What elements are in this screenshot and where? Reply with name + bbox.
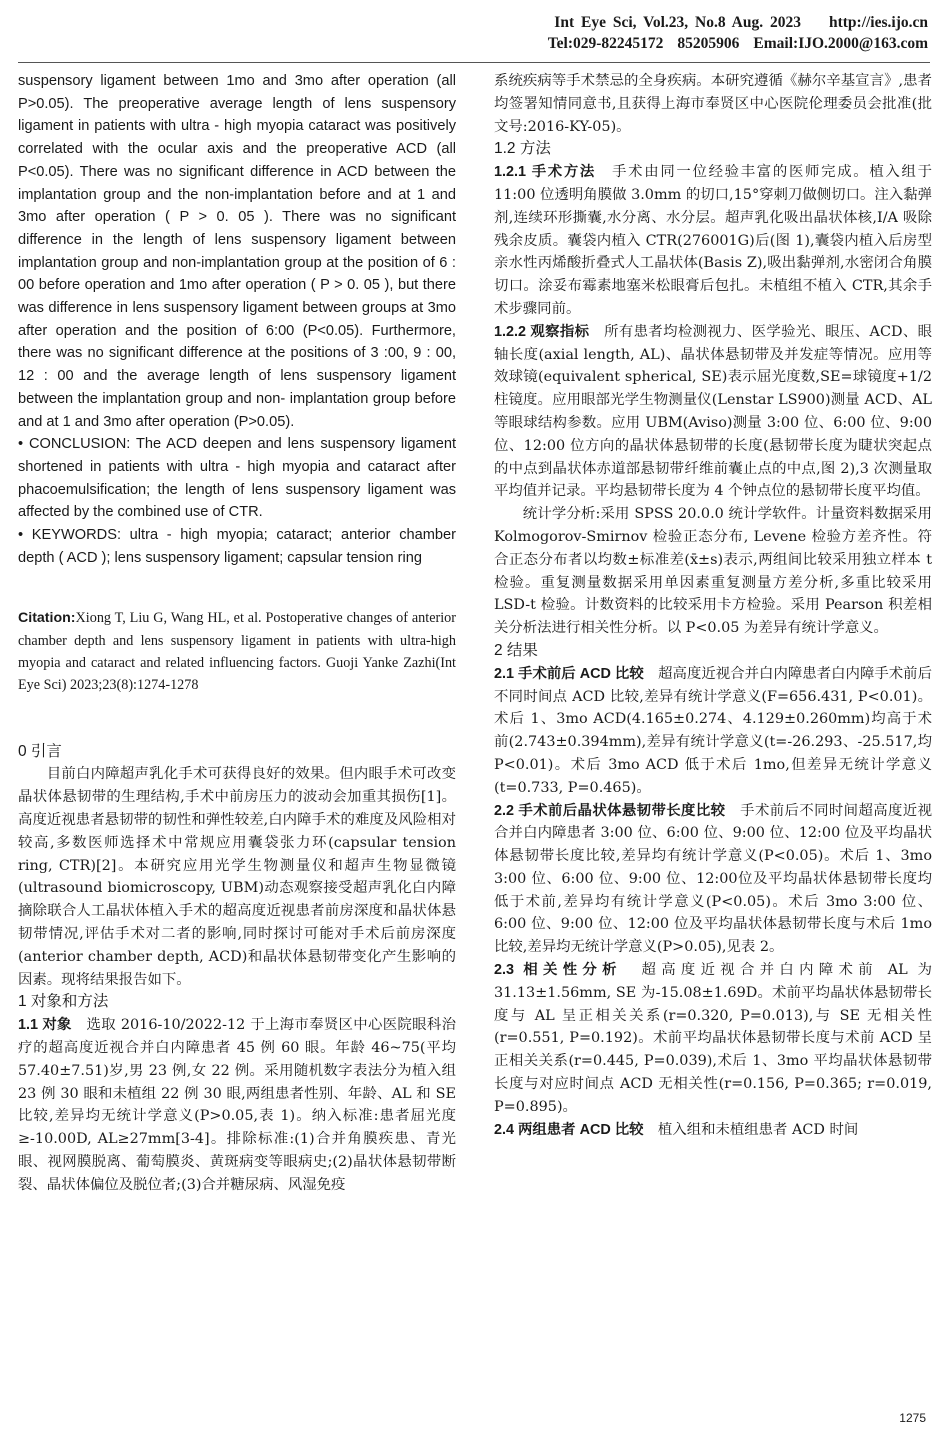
journal-url[interactable]: http://ies.ijo.cn: [828, 14, 928, 31]
journal-tel2: 85205906: [677, 35, 740, 52]
header-rule: [18, 62, 930, 63]
ligament-paragraph: [494, 800, 932, 960]
section-introduction: [18, 741, 456, 1197]
citation-label: Citation:: [18, 610, 76, 627]
journal-email[interactable]: Email:IJO.2000@163.com: [753, 35, 928, 52]
intro-paragraph: 目前白内障超声乳化手术可获得良好的效果。但内眼手术可改变晶状体悬韧带的生理结构,手术中前房压力的波动会加重其损伤[1]。高度近视患者悬韧带的韧性和弹性较差,白内障手术的难度及风险相对较高,多数医师选择术中常规应用囊袋张力环(capsular tension ring, CTR)[2]。本研究应用光学生物测量仪和超声生物显微镜(ultrasound biomicroscopy, UBM)动态观察接受超声乳化白内障摘除联合人工晶状体植入手术的超高度近视患者前房深度和晶状体悬韧带情况,评估手术对二者的影响,同时探讨可能对手术后前房深度(anterior chamber depth, ACD)和晶状体悬韧带变化产生影响的因素。现将结果报告如下。: [18, 766, 456, 988]
heading-method: 1.2 方法: [494, 140, 551, 158]
abstract-results-continued: suspensory ligament between 1mo and 3mo after operation (all P>0.05). The preoperative average length of lens suspensory ligament in patients with ultra - high myopia cataract was positively correlated with the ocular axis and the preoperative ACD (all P<0.05). There was no significant difference in ACD between the implantation group and the non-implantation before and at 1 and 3mo after operation ( P > 0. 05 ). There was no significant difference in the length of lens suspensory ligament between implantation group and non-implantation group at the position of 6 : 00 before operation and 1mo after operation ( P > 0. 05 ), but there was difference in lens suspensory ligament between groups at 3mo after operation and the position of 6:00 (P<0.05). Furthermore, there was no significant difference at the positions of 3 :00, 9 : 00, 12 : 00 and the average length of lens suspensory ligament between the implantation group and non- implantation group before and at 1 and 3mo after operation (P>0.05).: [18, 73, 456, 430]
heading-acd: 2.1 手术前后 ACD 比较: [494, 665, 644, 682]
heading-ligament: 2.2 手术前后晶状体悬韧带长度比较: [494, 802, 726, 819]
heading-group-acd: 2.4 两组患者 ACD 比较: [494, 1121, 644, 1138]
acd-text: 超高度近视合并白内障患者白内障手术前后不同时间点 ACD 比较,差异有统计学意义(F=656.431, P<0.01)。术后 1、3mo ACD(4.165±0.274、4.129±0.260mm)均高于术前(2.743±0.394mm),差异有统计学意义(t=-26.293、-25.517,均 P<0.01)。术后 3mo ACD 低于术后 1mo,但差异无统计学意义(t=0.733, P=0.465)。: [494, 665, 932, 796]
heading-subjects: 1.1 对象: [18, 1017, 72, 1034]
statistics-paragraph: 统计学分析:采用 SPSS 20.0.0 统计学软件。计量资料数据采用 Kolmogorov-Smirnov 检验正态分布, Levene 检验方差齐性。符合正态分布者以均数±标准差(x̄±s)表示,两组间比较采用独立样本 t 检验。重复测量数据采用单因素重复测量方差分析,多重比较采用 LSD-t 检验。计数资料的比较采用卡方检验。采用 Pearson 积差相关分析法进行相关性分析。以 P<0.05 为差异有统计学意义。: [494, 506, 932, 637]
journal-info: Int Eye Sci, Vol.23, No.8 Aug. 2023: [554, 14, 801, 31]
methods-continued: [494, 70, 932, 1141]
running-header: [548, 12, 928, 54]
right-column: [494, 70, 932, 1141]
subjects-paragraph: [18, 1014, 456, 1196]
journal-tel: Tel:029-82245172: [547, 35, 664, 52]
heading-correlation: 2.3 相关性分析: [494, 962, 622, 979]
surgery-text: 手术由同一位经验丰富的医师完成。植入组于 11:00 位透明角膜做 3.0mm 的切口,15°穿刺刀做侧切口。注入黏弹剂,连续环形撕囊,水分离、水分层。超声乳化吸出晶状体核,I/A 吸除残余皮质。囊袋内植入 CTR(276001G)后(图 1),囊袋内植入后房型亲水性丙烯酸折叠式人工晶状体(Basis Z),吸出黏弹剂,水密闭合角膜切口。涂妥布霉素地塞米松眼膏后包扎。未植组不植入 CTR,其余手术步骤同前。: [494, 164, 932, 317]
correlation-text: 超高度近视合并白内障术前 AL 为 31.13±1.56mm, SE 为-15.08±1.69D。术前平均晶状体悬韧带长度与 AL 呈正相关关系(r=0.320, P=0.013),与 SE 无相关性(r=0.551, P=0.192)。术前平均晶状体悬韧带长度与术前 ACD 呈正相关关系(r=0.445, P=0.039),术后 1、3mo 平均晶状体悬韧带长度与对应时间点 ACD 无相关性(r=0.156, P=0.365; r=0.019, P=0.895)。: [494, 962, 932, 1115]
subjects-text: 选取 2016-10/2022-12 于上海市奉贤区中心医院眼科治疗的超高度近视合并白内障患者 45 例 60 眼。年龄 46~75(平均 57.40±7.51)岁,男 23 例,女 22 例。采用随机数字表法分为植入组 23 例 30 眼和未植组 22 例 30 眼,两组患者性别、年龄、AL 和 SE 比较,差异均无统计学意义(P>0.05,表 1)。纳入标准:患者屈光度≥-10.00D, AL≥27mm[3-4]。排除标准:(1)合并角膜疾患、青光眼、视网膜脱离、葡萄膜炎、黄斑病变等眼病史;(2)晶状体悬韧带断裂、晶状体偏位及脱位者;(3)合并糖尿病、风湿免疫: [18, 1017, 456, 1193]
ligament-text: 手术前后不同时间超高度近视合并白内障患者 3:00 位、6:00 位、9:00 位、12:00 位及平均晶状体悬韧带长度比较,差异均有统计学意义(P<0.05)。术后 1、3mo 3:00 位、6:00 位、9:00 位、12:00位及平均晶状体悬韧带长度均低于术前,差异均有统计学意义(P<0.05)。术后 3mo 3:00 位、6:00 位、9:00 位、12:00 位及平均晶状体悬韧带长度与术后 1mo 比较,差异均无统计学意义(P>0.05),见表 2。: [494, 802, 932, 956]
acd-paragraph: [494, 663, 932, 800]
citation-text: Xiong T, Liu G, Wang HL, et al. Postoperative changes of anterior chamber depth and lens suspensory ligament in patients with ultra-high myopia and cataract and related influencing factors. Guoji Yanke Zazhi(Int Eye Sci) 2023;23(8):1274-1278: [18, 610, 456, 694]
heading-methods: 1 对象和方法: [18, 993, 109, 1011]
subjects-paragraph-cont: 系统疾病等手术禁忌的全身疾病。本研究遵循《赫尔辛基宣言》,患者均签署知情同意书,且获得上海市奉贤区中心医院伦理委员会批准(批文号:2016-KY-05)。: [494, 73, 932, 135]
heading-observation: 1.2.2 观察指标: [494, 323, 590, 340]
surgery-paragraph: [494, 161, 932, 321]
heading-surgery: 1.2.1 手术方法: [494, 164, 597, 181]
heading-introduction: 0 引言: [18, 742, 62, 760]
citation-block: [18, 607, 456, 696]
group-acd-paragraph: [494, 1119, 932, 1142]
correlation-paragraph: [494, 959, 932, 1119]
abstract-conclusion: • CONCLUSION: The ACD deepen and lens suspensory ligament shortened in patients with ultra - high myopia and cataract after phacoemulsification; the length of lens suspensory ligament was affected by the combined use of CTR.: [18, 436, 456, 521]
page-number: 1275: [899, 1411, 926, 1425]
group-acd-text: 植入组和未植组患者 ACD 时间: [657, 1121, 859, 1138]
observation-paragraph: [494, 321, 932, 503]
english-abstract: [18, 70, 456, 569]
left-column: [18, 70, 456, 1197]
observation-text: 所有患者均检测视力、医学验光、眼压、ACD、眼轴长度(axial length, AL)、晶状体悬韧带及并发症等情况。应用等效球镜(equivalent spherical, SE)表示屈光度数,SE=球镜度+1/2 柱镜度。应用眼部光学生物测量仪(Lenstar LS900)测量 ACD、AL 等眼球结构参数。应用 UBM(Aviso)测量 3:00 位、6:00 位、9:00 位、12:00 位方向的晶状体悬韧带的长度(悬韧带长度为睫状突起点的中点到晶状体赤道部悬韧带纤维前囊止点的中点,图 2),3 次测量取平均值并记录。平均悬韧带长度为 4 个钟点位的悬韧带长度平均值。: [494, 323, 932, 500]
abstract-keywords: • KEYWORDS: ultra - high myopia; cataract; anterior chamber depth ( ACD ); lens suspensory ligament; capsular tension ring: [18, 527, 456, 566]
heading-results: 2 结果: [494, 641, 538, 659]
